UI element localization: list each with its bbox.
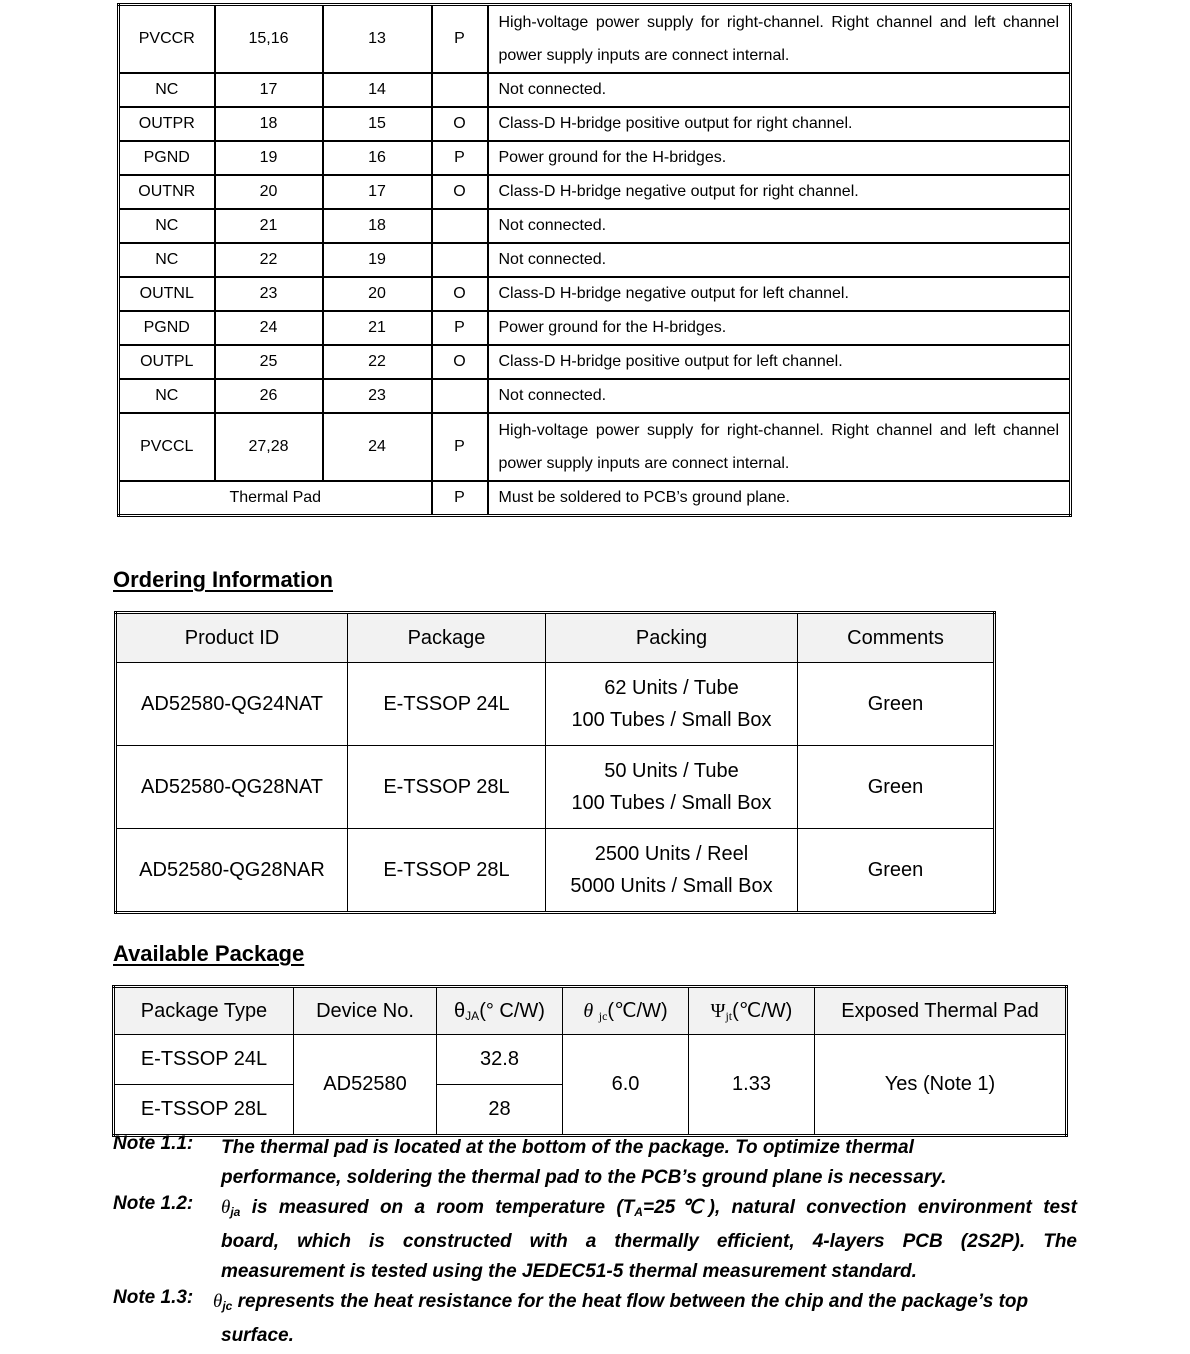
- package: E-TSSOP 28L: [348, 746, 546, 829]
- pin-number-24l: 14: [323, 73, 432, 107]
- column-header-exposed-pad: Exposed Thermal Pad: [815, 987, 1067, 1035]
- note-1-3: Note 1.3: $\theta_{jc}$ represents the heat resistance for the heat flow between the chip and the package’s top surface.: [113, 1287, 1029, 1346]
- table-row: [119, 311, 1071, 345]
- pin-number-24l: 19: [323, 243, 432, 277]
- table-row: [119, 413, 1071, 481]
- packing: 50 Units / Tube 100 Tubes / Small Box: [546, 746, 798, 829]
- pin-number-28l: 24: [215, 311, 323, 345]
- column-header-theta-jc: θ $_{jc}$(℃/W): [563, 987, 689, 1035]
- table-row: [116, 663, 995, 746]
- pin-number-28l: 25: [215, 345, 323, 379]
- table-row: [119, 141, 1071, 175]
- pin-type: P: [432, 481, 488, 516]
- pin-name: OUTNR: [119, 175, 215, 209]
- comments: Green: [798, 746, 995, 829]
- pin-number-28l: 26: [215, 379, 323, 413]
- table-header-row: [116, 613, 995, 663]
- pin-name: NC: [119, 209, 215, 243]
- pin-type: O: [432, 107, 488, 141]
- pin-description: Class-D H-bridge positive output for left channel.: [488, 345, 1071, 379]
- comments: Green: [798, 829, 995, 913]
- pin-number-28l: 22: [215, 243, 323, 277]
- pin-name: OUTPL: [119, 345, 215, 379]
- table-row-thermal-pad: [119, 481, 1071, 516]
- pin-description: Not connected.: [488, 209, 1071, 243]
- pin-name: PGND: [119, 311, 215, 345]
- notes-section: [113, 1133, 1077, 1351]
- pin-number-24l: 17: [323, 175, 432, 209]
- pin-name: NC: [119, 243, 215, 277]
- column-header-psi-jt: $\Psi_{jt}(℃/W)$: [689, 987, 815, 1035]
- theta-ja-value: 32.8: [437, 1035, 563, 1085]
- theta-symbol: θ: [221, 1197, 231, 1218]
- packing: 2500 Units / Reel 5000 Units / Small Box: [546, 829, 798, 913]
- pin-number-24l: 24: [323, 413, 432, 481]
- table-row: [119, 209, 1071, 243]
- table-row: [114, 1035, 1067, 1085]
- pin-number-24l: 13: [323, 5, 432, 74]
- table-row: [119, 107, 1071, 141]
- table-row: [119, 379, 1071, 413]
- column-header-device-no: Device No.: [294, 987, 437, 1035]
- pin-number-24l: 18: [323, 209, 432, 243]
- pin-description: Not connected.: [488, 379, 1071, 413]
- pin-type: O: [432, 277, 488, 311]
- pin-name: PGND: [119, 141, 215, 175]
- product-id: AD52580-QG28NAT: [116, 746, 348, 829]
- psi-jt-value: 1.33: [689, 1035, 815, 1136]
- packing: 62 Units / Tube 100 Tubes / Small Box: [546, 663, 798, 746]
- pin-description: Power ground for the H-bridges.: [488, 141, 1071, 175]
- exposed-pad-value: Yes (Note 1): [815, 1035, 1067, 1136]
- pin-number-28l: 17: [215, 73, 323, 107]
- table-header-row: [114, 987, 1067, 1035]
- table-row: [116, 746, 995, 829]
- column-header: Comments: [798, 613, 995, 663]
- pin-type: O: [432, 345, 488, 379]
- pin-number-28l: 21: [215, 209, 323, 243]
- pin-number-24l: 15: [323, 107, 432, 141]
- table-row: [119, 243, 1071, 277]
- ordering-table: [114, 611, 996, 914]
- pin-description: Not connected.: [488, 73, 1071, 107]
- theta-ja-value: 28: [437, 1085, 563, 1136]
- pin-description: Class-D H-bridge negative output for right channel.: [488, 175, 1071, 209]
- pin-description: High-voltage power supply for right-channel. Right channel and left channel power supply inputs are connect internal.: [488, 5, 1071, 74]
- pin-name: PVCCL: [119, 413, 215, 481]
- table-row: [119, 73, 1071, 107]
- pin-number-28l: 20: [215, 175, 323, 209]
- pin-number-28l: 15,16: [215, 5, 323, 74]
- pin-description: Power ground for the H-bridges.: [488, 311, 1071, 345]
- pin-name: NC: [119, 379, 215, 413]
- pin-number-24l: 20: [323, 277, 432, 311]
- pin-number-24l: 21: [323, 311, 432, 345]
- pin-type: P: [432, 413, 488, 481]
- pin-description: Class-D H-bridge negative output for left channel.: [488, 277, 1071, 311]
- pin-type: [432, 243, 488, 277]
- pin-description: Class-D H-bridge positive output for right channel.: [488, 107, 1071, 141]
- theta-jc-value: 6.0: [563, 1035, 689, 1136]
- column-header: Package: [348, 613, 546, 663]
- column-header: Product ID: [116, 613, 348, 663]
- product-id: AD52580-QG24NAT: [116, 663, 348, 746]
- pin-type: O: [432, 175, 488, 209]
- product-id: AD52580-QG28NAR: [116, 829, 348, 913]
- pin-type: P: [432, 311, 488, 345]
- pin-name: OUTNL: [119, 277, 215, 311]
- available-package-heading: Available Package: [113, 941, 305, 966]
- pin-number-28l: 27,28: [215, 413, 323, 481]
- pin-number-28l: 18: [215, 107, 323, 141]
- note-1-1: Note 1.1: The thermal pad is located at the bottom of the package. To optimize thermal performance, soldering the thermal pad to the PCB’s ground plane is necessary.: [113, 1133, 947, 1188]
- pin-number-24l: 16: [323, 141, 432, 175]
- table-row: [116, 829, 995, 913]
- table-row: [119, 5, 1071, 74]
- thermal-pad-label: Thermal Pad: [119, 481, 432, 516]
- pin-number-24l: 22: [323, 345, 432, 379]
- available-package-table: [112, 985, 1068, 1137]
- pin-type: [432, 209, 488, 243]
- package-type: E-TSSOP 24L: [114, 1035, 294, 1085]
- pin-type: [432, 73, 488, 107]
- pin-type: P: [432, 141, 488, 175]
- note-label: Note 1.2:: [113, 1193, 194, 1214]
- note-label: Note 1.3:: [113, 1287, 194, 1308]
- pin-description: High-voltage power supply for right-channel. Right channel and left channel power supply inputs are connect internal.: [488, 413, 1071, 481]
- pin-name: OUTPR: [119, 107, 215, 141]
- column-header: Packing: [546, 613, 798, 663]
- ordering-information-heading: Ordering Information: [113, 567, 333, 592]
- column-header-theta-ja: $\theta_{JA}(^\circ$ C/W): [437, 987, 563, 1035]
- pin-type: [432, 379, 488, 413]
- pin-number-28l: 19: [215, 141, 323, 175]
- comments: Green: [798, 663, 995, 746]
- pin-number-24l: 23: [323, 379, 432, 413]
- pin-description: Not connected.: [488, 243, 1071, 277]
- package-type: E-TSSOP 28L: [114, 1085, 294, 1136]
- device-no: AD52580: [294, 1035, 437, 1136]
- package: E-TSSOP 24L: [348, 663, 546, 746]
- package: E-TSSOP 28L: [348, 829, 546, 913]
- column-header-package-type: Package Type: [114, 987, 294, 1035]
- table-row: [119, 345, 1071, 379]
- theta-symbol: θ: [213, 1291, 223, 1312]
- note-1-2: Note 1.2: $\theta_{ja}$ is measured on a room temperature $(T_A=25℃)$, natural convection environment test board, which is constructed with a thermally efficient, 4-layers PCB (2S2P). The measurement is tested using the JEDEC51-5 thermal measurement standard.: [113, 1193, 1077, 1282]
- note-label: Note 1.1:: [113, 1133, 194, 1154]
- pin-description: Must be soldered to PCB’s ground plane.: [488, 481, 1071, 516]
- table-row: [119, 175, 1071, 209]
- pin-name: PVCCR: [119, 5, 215, 74]
- pin-number-28l: 23: [215, 277, 323, 311]
- pin-description-table: [117, 3, 1072, 517]
- table-row: [119, 277, 1071, 311]
- pin-type: P: [432, 5, 488, 74]
- pin-name: NC: [119, 73, 215, 107]
